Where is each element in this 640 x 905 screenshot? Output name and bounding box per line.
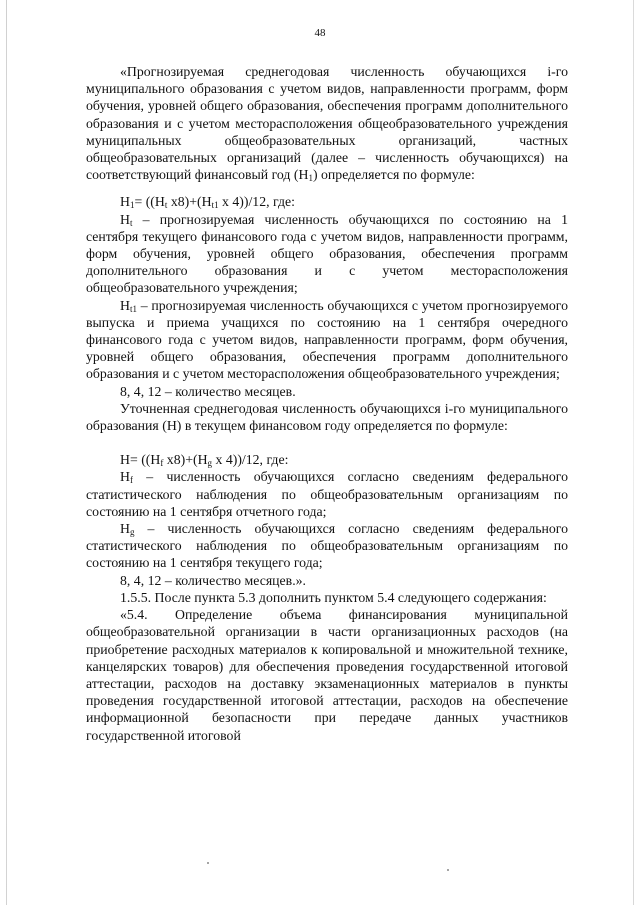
page-number: 48 xyxy=(314,27,326,39)
definition-hg: $H_g$ – численность обучающихся согласно сведениям федерального статистического наблюдения по общеобразовательным организациям по состоянию на 1 сентября текущего года; xyxy=(86,521,568,571)
definition-hf: $H_f$ – численность обучающихся согласно сведениям федерального статистического наблюдения по общеобразовательным организациям по состоянию на 1 сентября отчетного года; xyxy=(86,469,568,519)
paragraph-refined-count: Уточненная среднегодовая численность обучающихся i-го муниципального образования (H) в текущем финансовом году определяется по формуле: xyxy=(86,400,568,434)
formula-h1: $H_1= ((H_t$ $x8)+(H_{t1}$ x 4))/12, где: xyxy=(120,194,295,211)
definition-ht1: $H_{t1}$ – прогнозируемая численность обучающихся с учетом прогнозируемого выпуска и приема учащихся по состоянию на 1 сентября очередного финансового года с учетом видов, направленности программ, форм обучения, уровней общего образования, обеспечения программ дополнительного образования и с учетом месторасположения общеобразовательного учреждения; xyxy=(86,297,568,382)
paragraph-5-4: «5.4. Определение объема финансирования муниципальной общеобразовательной организации в части организационных расходов (на приобретение расходных материалов к копировальной и множительной технике, канцелярских товаров) для обеспечения проведения государственной итоговой аттестации, расходов на доставку экзаменационных материалов в пункты проведения государственной итоговой аттестации, расходов на обеспечение информационной безопасности при передаче данных участников государственной итоговой xyxy=(86,607,568,743)
definition-ht: $H_t$ – прогнозируемая численность обучающихся по состоянию на 1 сентября текущего финансового года с учетом видов, направленности программ, форм обучения, уровней общего образования, обеспечения программ дополнительного образования и с учетом месторасположения общеобразовательного учреждения; xyxy=(86,211,568,296)
paragraph-definition-intro: «Прогнозируемая среднегодовая численность обучающихся i-го муниципального образования с учетом видов, направленности программ, форм обучения, уровней общего образования, обеспечения программ дополнительного образования и с учетом месторасположения общеобразовательного учреждения муниципальных общеобразовательных организаций, частных общеобразовательных организаций (далее – численность обучающихся) на соответствующий финансовый год $(H_1)$ определяется по формуле: xyxy=(86,64,568,184)
months-note-1: 8, 4, 12 – количество месяцев. xyxy=(120,383,296,399)
amendment-clause: 1.5.5. После пункта 5.3 дополнить пунктом 5.4 следующего содержания: xyxy=(120,589,547,605)
scan-speck xyxy=(447,869,449,871)
scan-speck xyxy=(207,862,209,864)
scan-edge-left xyxy=(6,0,7,905)
document-body xyxy=(86,63,568,744)
months-note-2: 8, 4, 12 – количество месяцев.». xyxy=(120,572,306,588)
formula-h: $H= ((H_f$ $x8)+(H_g$ x 4))/12, где: xyxy=(120,452,289,469)
scan-edge-right xyxy=(633,0,634,905)
